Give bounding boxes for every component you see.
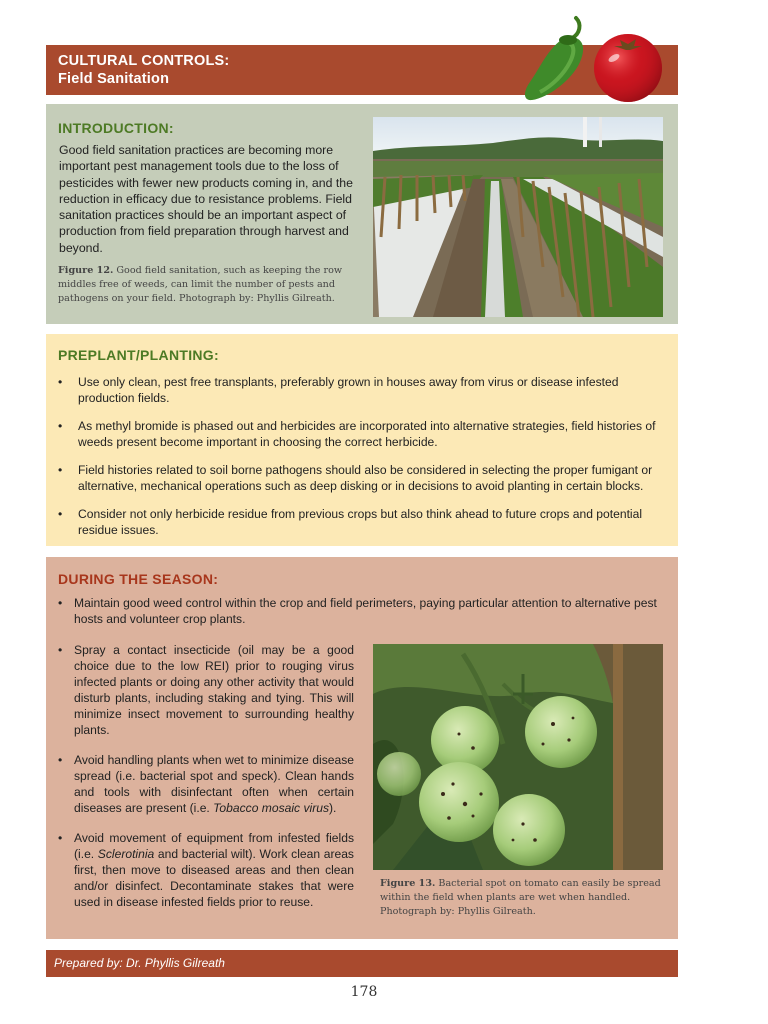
- preplant-heading: PREPLANT/PLANTING:: [58, 347, 219, 363]
- page-number: 178: [350, 984, 378, 1000]
- list-item: • Consider not only herbicide residue from previous crops but also think ahead to future crops and potential residue issues.: [58, 506, 668, 538]
- season-list: [58, 642, 354, 924]
- bacterial-spot-tomato-photo: [373, 644, 663, 870]
- title-line-1: CULTURAL CONTROLS:: [58, 53, 230, 69]
- field-rows-photo: [373, 117, 663, 317]
- list-item: • Use only clean, pest free transplants, preferably grown in houses away from virus or disease infested production fields.: [58, 374, 668, 406]
- tomato-icon: [588, 26, 668, 106]
- figure-13-label: Figure 13.: [380, 878, 436, 889]
- figure-12-text: Good field sanitation, such as keeping the row middles free of weeds, can limit the number of pests and pathogens on your field. Photograph by: Phyllis Gilreath.: [58, 265, 343, 304]
- page-title: [58, 52, 229, 88]
- list-item: • Avoid movement of equipment from infested fields (i.e. Sclerotinia and bacterial wilt). Work clean areas first, then move to diseased areas and then clean and/or disinfect. Decontaminate stakes that were used in disease infested fields prior to reuse.: [58, 830, 354, 910]
- preplant-list: [58, 374, 668, 550]
- figure-12-label: Figure 12.: [58, 265, 114, 276]
- italic-term: Sclerotinia: [97, 847, 155, 861]
- prepared-by: Prepared by: Dr. Phyllis Gilreath: [54, 956, 225, 970]
- preplant-section: [46, 334, 678, 546]
- list-item: • Field histories related to soil borne pathogens should also be considered in selecting the proper fumigant or alternative, mechanical operations such as deep disking or in decisions to avoid planting in certain blocks.: [58, 462, 668, 494]
- pepper-icon: [518, 10, 598, 104]
- list-item: • Spray a contact insecticide (oil may be a good choice due to the low REI) prior to rouging virus infected plants or doing any other activity that would disturb plants, including staking and tying. This will minimize insect movement to surrounding healthy plants.: [58, 642, 354, 738]
- figure-12-caption: [58, 264, 354, 306]
- introduction-heading: INTRODUCTION:: [58, 120, 174, 136]
- figure-13-text: Bacterial spot on tomato can easily be spread within the field when plants are wet when handled. Photograph by: Phyllis Gilreath.: [380, 878, 661, 917]
- season-list-top: [58, 595, 668, 641]
- introduction-text: Good field sanitation practices are becoming more important pest management tools due to the loss of pesticides with fewer new products coming in, and the reduction in efficacy due to resistance problems. Field sanitation practices should be an important aspect of production from field preparation through harvest and beyond.: [59, 143, 353, 255]
- list-item: • Maintain good weed control within the crop and field perimeters, paying particular attention to alternative pest hosts and volunteer crop plants.: [58, 595, 668, 627]
- list-item: • Avoid handling plants when wet to minimize disease spread (i.e. bacterial spot and speck). Clean hands and tools with disinfectant often when certain diseases are present (i.e. Tobacco mosaic virus).: [58, 752, 354, 816]
- footer-bar: [46, 950, 678, 977]
- season-heading: DURING THE SEASON:: [58, 571, 219, 587]
- list-item: • As methyl bromide is phased out and herbicides are incorporated into alternative strategies, field histories of weeds present become important in choosing the correct herbicide.: [58, 418, 668, 450]
- title-line-2: Field Sanitation: [58, 71, 170, 87]
- italic-term: Tobacco mosaic virus: [213, 801, 329, 815]
- figure-13-caption: [380, 877, 664, 919]
